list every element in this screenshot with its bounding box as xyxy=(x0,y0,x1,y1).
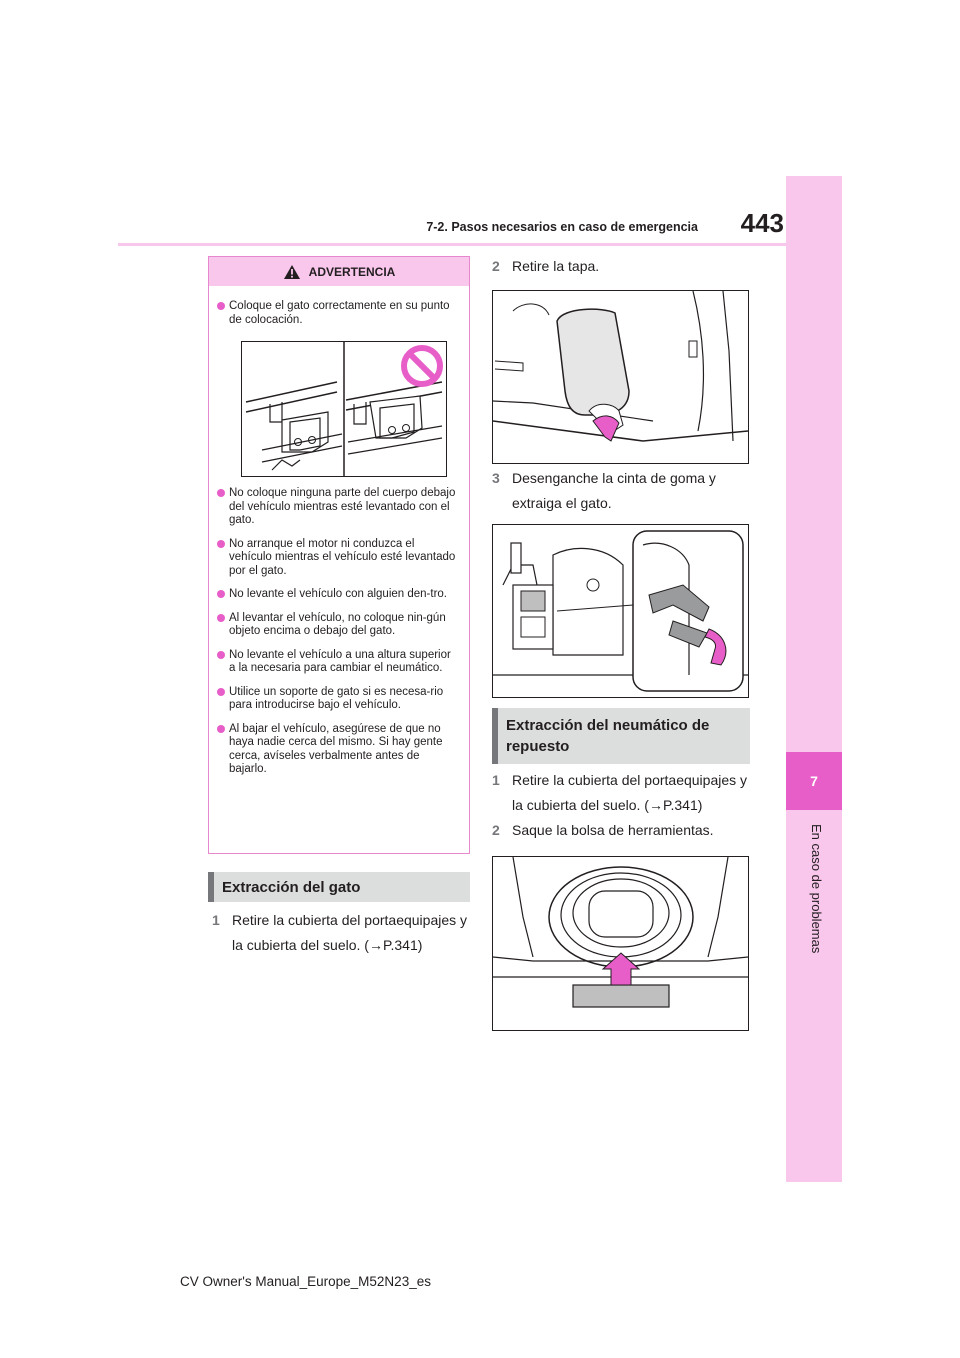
warning-title: ADVERTENCIA xyxy=(308,264,396,279)
jack-placement-figure xyxy=(241,341,447,477)
section-title: 7-2. Pasos necesarios en caso de emergencia xyxy=(426,220,698,234)
spare-section-header: Extracción del neumático de repuesto xyxy=(492,708,750,764)
warning-item: Al bajar el vehículo, asegúrese de que no haya nadie cerca del mismo. Si hay gente cerca, avíseles verbalmente antes de bajarlo. xyxy=(217,723,459,777)
warning-item: Coloque el gato correctamente en su punto de colocación. xyxy=(217,300,459,477)
warning-list xyxy=(209,286,469,777)
jack-step-3: 3 Desenganche la cinta de goma y extraiga el gato. xyxy=(492,470,716,511)
warning-item: No coloque ninguna parte del cuerpo debajo del vehículo mientras esté levantado con el gato. xyxy=(217,487,459,528)
bullet-icon xyxy=(217,614,225,622)
bullet-icon xyxy=(217,725,225,733)
jack-section-header: Extracción del gato xyxy=(208,872,470,902)
warning-item: Utilice un soporte de gato si es necesa-rio para introducirse bajo el vehículo. xyxy=(217,686,459,713)
warning-item: No levante el vehículo con alguien den-tro. xyxy=(217,588,459,602)
page-number: 443 xyxy=(740,208,784,238)
footer-manual-id: CV Owner's Manual_Europe_M52N23_es xyxy=(180,1274,431,1289)
warning-triangle-icon xyxy=(283,264,301,280)
chapter-title-vertical: En caso de problemas xyxy=(809,824,824,954)
bullet-icon xyxy=(217,540,225,548)
bullet-icon xyxy=(217,651,225,659)
jack-step-1: 1 Retire la cubierta del portaequipajes y la cubierta del suelo. (→P.341) xyxy=(212,912,468,953)
warning-item: Al levantar el vehículo, no coloque nin-gún objeto encima o debajo del gato. xyxy=(217,612,459,639)
jack-step-2: 2 Retire la tapa. xyxy=(492,258,600,274)
warning-item: No levante el vehículo a una altura superior a la necesaria para cambiar el neumático. xyxy=(217,649,459,676)
extract-jack-figure xyxy=(492,524,749,698)
remove-cover-figure xyxy=(492,290,749,464)
warning-header xyxy=(209,257,469,286)
bullet-icon xyxy=(217,302,225,310)
spare-step-2: 2 Saque la bolsa de herramientas. xyxy=(492,822,714,838)
bullet-icon xyxy=(217,590,225,598)
chapter-side-tab xyxy=(786,176,842,1182)
bullet-icon xyxy=(217,688,225,696)
warning-box xyxy=(208,256,470,854)
chapter-number-badge: 7 xyxy=(786,752,842,810)
warning-item: No arranque el motor ni conduzca el vehículo mientras el vehículo esté levantado por el gato. xyxy=(217,538,459,579)
tool-bag-figure xyxy=(492,856,749,1031)
header-divider xyxy=(118,243,786,246)
spare-step-1: 1 Retire la cubierta del portaequipajes y la cubierta del suelo. (→P.341) xyxy=(492,772,748,813)
bullet-icon xyxy=(217,489,225,497)
